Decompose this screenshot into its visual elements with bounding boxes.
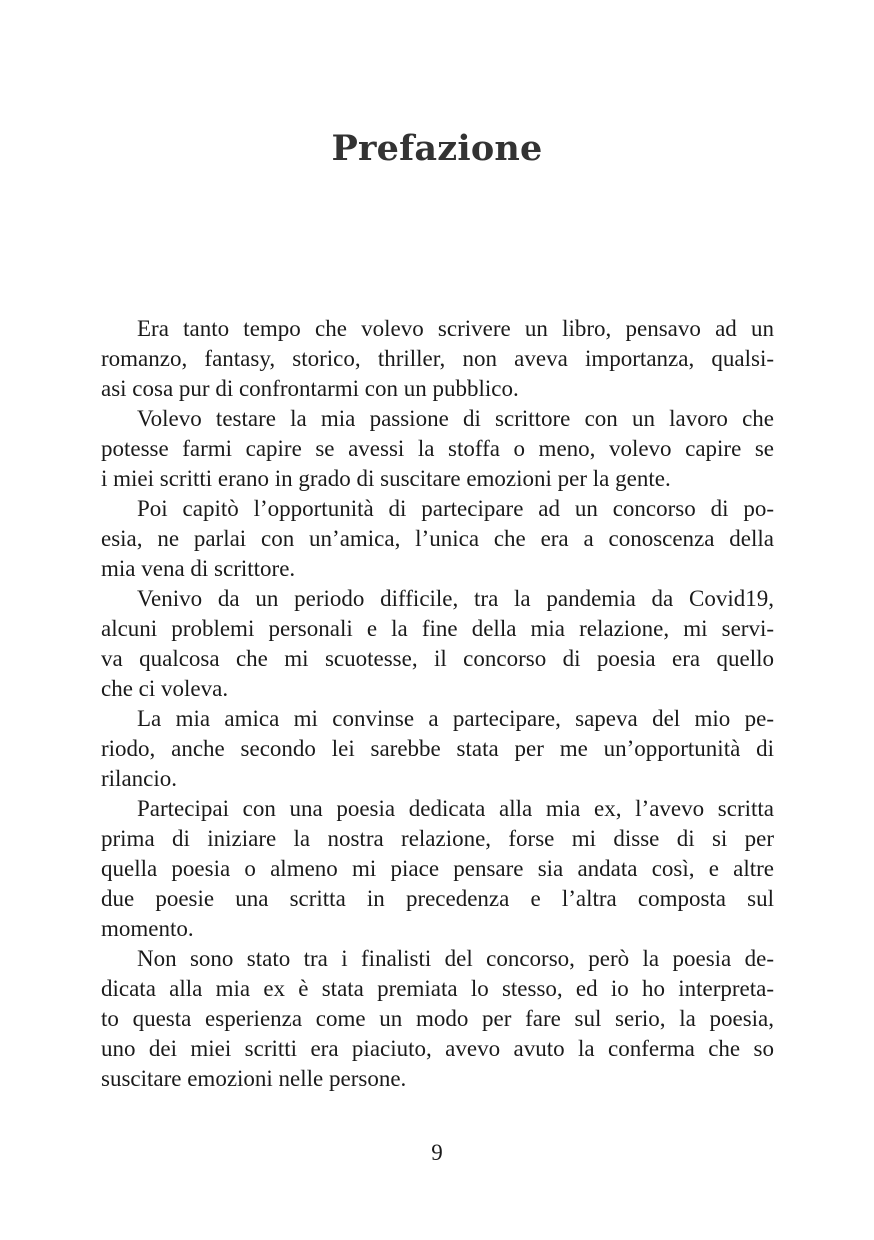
text-line: Volevo testare la mia passione di scrittore con un lavoro che — [137, 406, 774, 431]
text-line: romanzo, fantasy, storico, thriller, non aveva importanza, qualsi- — [101, 346, 774, 371]
text-line: uno dei miei scritti era piaciuto, avevo avuto la conferma che so — [101, 1036, 774, 1061]
paragraph-2 — [101, 404, 774, 494]
paragraph-7 — [101, 944, 774, 1094]
text-line: mia vena di scrittore. — [101, 556, 296, 581]
text-line: Venivo da un periodo difficile, tra la pandemia da Covid19, — [137, 586, 774, 611]
text-line: quella poesia o almeno mi piace pensare sia andata così, e altre — [101, 856, 774, 881]
text-line: due poesie una scritta in precedenza e l’altra composta sul — [101, 886, 774, 911]
text-line: La mia amica mi convinse a partecipare, sapeva del mio pe- — [137, 706, 774, 731]
text-line: Partecipai con una poesia dedicata alla mia ex, l’avevo scritta — [137, 796, 774, 821]
text-line: esia, ne parlai con un’amica, l’unica che era a conoscenza della — [101, 526, 774, 551]
text-line: prima di iniziare la nostra relazione, forse mi disse di si per — [101, 826, 774, 851]
text-line: asi cosa pur di confrontarmi con un pubblico. — [101, 376, 519, 401]
text-line: momento. — [101, 916, 194, 941]
text-line: Era tanto tempo che volevo scrivere un libro, pensavo ad un — [137, 316, 774, 341]
paragraph-1 — [101, 314, 774, 404]
paragraph-5 — [101, 704, 774, 794]
page-title: Prefazione — [331, 128, 543, 169]
text-line: va qualcosa che mi scuotesse, il concorso di poesia era quello — [101, 646, 774, 671]
paragraph-3 — [101, 494, 774, 584]
text-line: dicata alla mia ex è stata premiata lo stesso, ed io ho interpreta- — [101, 976, 774, 1001]
text-line: suscitare emozioni nelle persone. — [101, 1066, 407, 1091]
text-line: Non sono stato tra i finalisti del concorso, però la poesia de- — [137, 946, 774, 971]
text-line: che ci voleva. — [101, 676, 229, 701]
text-line: riodo, anche secondo lei sarebbe stata per me un’opportunità di — [101, 736, 774, 761]
page-number: 9 — [431, 1140, 443, 1165]
text-line: i miei scritti erano in grado di suscitare emozioni per la gente. — [101, 466, 671, 491]
preface-body — [101, 314, 774, 1094]
paragraph-6 — [101, 794, 774, 944]
text-line: alcuni problemi personali e la fine della mia relazione, mi servi- — [101, 616, 774, 641]
text-line: potesse farmi capire se avessi la stoffa o meno, volevo capire se — [101, 436, 774, 461]
text-line: rilancio. — [101, 766, 177, 791]
text-line: to questa esperienza come un modo per fare sul serio, la poesia, — [101, 1006, 774, 1031]
text-line: Poi capitò l’opportunità di partecipare ad un concorso di po- — [137, 496, 774, 521]
paragraph-4 — [101, 584, 774, 704]
